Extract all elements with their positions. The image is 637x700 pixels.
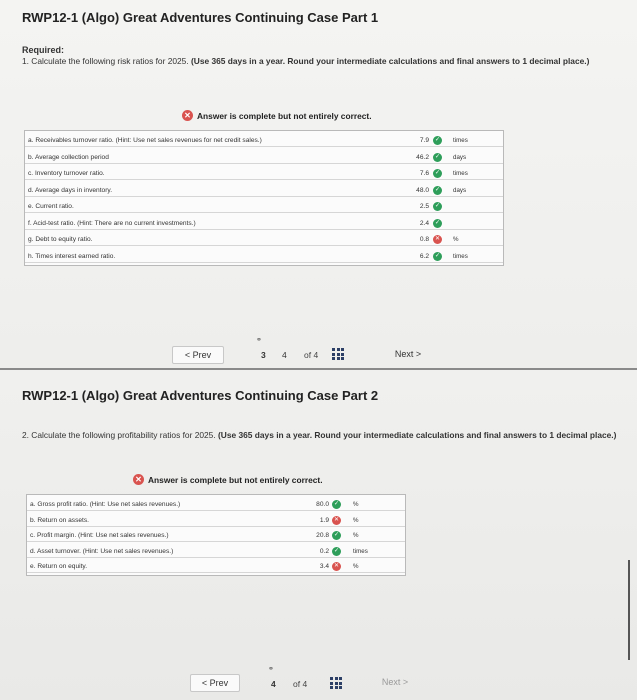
answer-input[interactable]: 7.9 bbox=[419, 137, 429, 144]
answer-input[interactable]: 7.6 bbox=[419, 170, 429, 177]
part2-status-banner bbox=[133, 474, 323, 485]
table-row bbox=[25, 184, 503, 197]
page-4[interactable]: 4 bbox=[271, 679, 276, 689]
part2-title: RWP12-1 (Algo) Great Adventures Continuing Case Part 2 bbox=[22, 388, 379, 403]
row-label: a. Gross profit ratio. (Hint: Use net sales revenues.) bbox=[30, 501, 181, 508]
part1-instruction-plain: 1. Calculate the following risk ratios for 2025. bbox=[22, 56, 191, 66]
table-row bbox=[25, 151, 503, 164]
part1-title: RWP12-1 (Algo) Great Adventures Continuing Case Part 1 bbox=[22, 10, 379, 25]
unit-label: % bbox=[353, 501, 359, 508]
next-button[interactable]: Next > bbox=[381, 677, 409, 687]
table-row bbox=[25, 200, 503, 213]
row-label: e. Current ratio. bbox=[28, 203, 74, 210]
part1-banner-text: Answer is complete but not entirely correct. bbox=[197, 110, 372, 121]
table-row bbox=[27, 560, 405, 573]
part1-instruction bbox=[22, 56, 634, 67]
x-circle-icon: ✕ bbox=[434, 236, 441, 242]
table-row bbox=[25, 250, 503, 263]
check-circle-icon: ✓ bbox=[434, 137, 441, 143]
part2-instruction-plain: 2. Calculate the following profitability ratios for 2025. bbox=[22, 430, 218, 440]
row-label: e. Return on equity. bbox=[30, 563, 88, 570]
answer-input[interactable]: 46.2 bbox=[416, 153, 429, 161]
page-of-total: of 4 bbox=[304, 350, 319, 360]
next-button[interactable]: Next > bbox=[394, 349, 422, 359]
required-label: Required: bbox=[22, 45, 65, 55]
row-label: g. Debt to equity ratio. bbox=[28, 236, 93, 243]
unit-label: times bbox=[453, 137, 468, 144]
check-circle-icon: ✓ bbox=[434, 252, 441, 259]
row-label: a. Receivables turnover ratio. (Hint: Use net sales revenues for net credit sales.) bbox=[28, 137, 262, 144]
answer-input[interactable]: 6.2 bbox=[419, 252, 429, 260]
link-icon: ⚭ bbox=[268, 666, 274, 673]
unit-label: times bbox=[453, 170, 468, 177]
unit-label: % bbox=[353, 563, 359, 570]
prev-button[interactable]: < Prev bbox=[190, 674, 240, 692]
part1-instruction-bold: (Use 365 days in a year. Round your intermediate calculations and final answers to 1 decimal place.) bbox=[190, 56, 590, 66]
table-row bbox=[27, 514, 405, 527]
table-row bbox=[25, 233, 503, 246]
x-circle-icon: ✕ bbox=[182, 110, 193, 121]
unit-label: days bbox=[453, 186, 467, 194]
unit-label: times bbox=[453, 252, 468, 260]
x-circle-icon: ✕ bbox=[333, 563, 340, 569]
check-circle-icon: ✓ bbox=[434, 170, 441, 176]
row-label: c. Profit margin. (Hint: Use net sales revenues.) bbox=[30, 532, 169, 539]
x-circle-icon: ✕ bbox=[333, 516, 340, 523]
prev-button[interactable]: < Prev bbox=[172, 346, 224, 364]
answer-input[interactable]: 0.2 bbox=[319, 547, 329, 555]
check-circle-icon: ✓ bbox=[333, 501, 340, 507]
check-circle-icon: ✓ bbox=[434, 186, 441, 193]
table-row bbox=[27, 545, 405, 558]
grid-icon[interactable] bbox=[332, 348, 344, 360]
part2-banner-text: Answer is complete but not entirely correct. bbox=[148, 474, 323, 485]
part1-answer-table bbox=[24, 130, 504, 266]
table-row bbox=[27, 529, 405, 542]
unit-label: % bbox=[353, 532, 359, 539]
answer-input[interactable]: 2.5 bbox=[419, 203, 429, 210]
answer-input[interactable]: 80.0 bbox=[316, 501, 329, 508]
x-circle-icon: ✕ bbox=[133, 474, 144, 485]
row-label: d. Asset turnover. (Hint: Use net sales revenues.) bbox=[30, 547, 174, 555]
link-icon: ⚭ bbox=[256, 337, 262, 344]
answer-input[interactable]: 48.0 bbox=[416, 186, 429, 194]
answer-input[interactable]: 0.8 bbox=[419, 236, 429, 243]
row-label: b. Average collection period bbox=[28, 153, 109, 161]
table-row bbox=[27, 498, 405, 511]
check-circle-icon: ✓ bbox=[434, 203, 441, 209]
part2-instruction-bold: (Use 365 days in a year. Round your intermediate calculations and final answers to 1 decimal place.) bbox=[218, 430, 617, 440]
unit-label: times bbox=[353, 547, 368, 555]
unit-label: days bbox=[453, 153, 467, 161]
unit-label: % bbox=[453, 236, 459, 243]
page-4[interactable]: 4 bbox=[282, 350, 287, 360]
page-3[interactable]: 3 bbox=[261, 350, 266, 360]
answer-input[interactable]: 20.8 bbox=[316, 532, 329, 539]
check-circle-icon: ✓ bbox=[434, 219, 441, 226]
row-label: f. Acid-test ratio. (Hint: There are no current investments.) bbox=[28, 219, 196, 227]
grid-icon[interactable] bbox=[330, 677, 342, 689]
row-label: h. Times interest earned ratio. bbox=[28, 252, 116, 260]
unit-label: % bbox=[353, 516, 359, 524]
answer-input[interactable]: 3.4 bbox=[319, 563, 329, 570]
row-label: c. Inventory turnover ratio. bbox=[28, 170, 105, 177]
row-label: d. Average days in inventory. bbox=[28, 186, 113, 194]
table-row bbox=[25, 217, 503, 230]
part2-answer-table bbox=[26, 494, 406, 576]
part2-instruction bbox=[22, 430, 622, 441]
answer-input[interactable]: 2.4 bbox=[419, 219, 429, 227]
table-row bbox=[25, 134, 503, 147]
answer-input[interactable]: 1.9 bbox=[319, 516, 329, 524]
check-circle-icon: ✓ bbox=[333, 532, 340, 538]
check-circle-icon: ✓ bbox=[333, 547, 340, 554]
table-row bbox=[25, 167, 503, 180]
part1-status-banner bbox=[182, 110, 372, 121]
check-circle-icon: ✓ bbox=[434, 153, 441, 160]
page-of-total: of 4 bbox=[293, 679, 308, 689]
edge-shadow bbox=[628, 560, 630, 660]
row-label: b. Return on assets. bbox=[30, 516, 90, 524]
part2-panel bbox=[0, 370, 637, 700]
